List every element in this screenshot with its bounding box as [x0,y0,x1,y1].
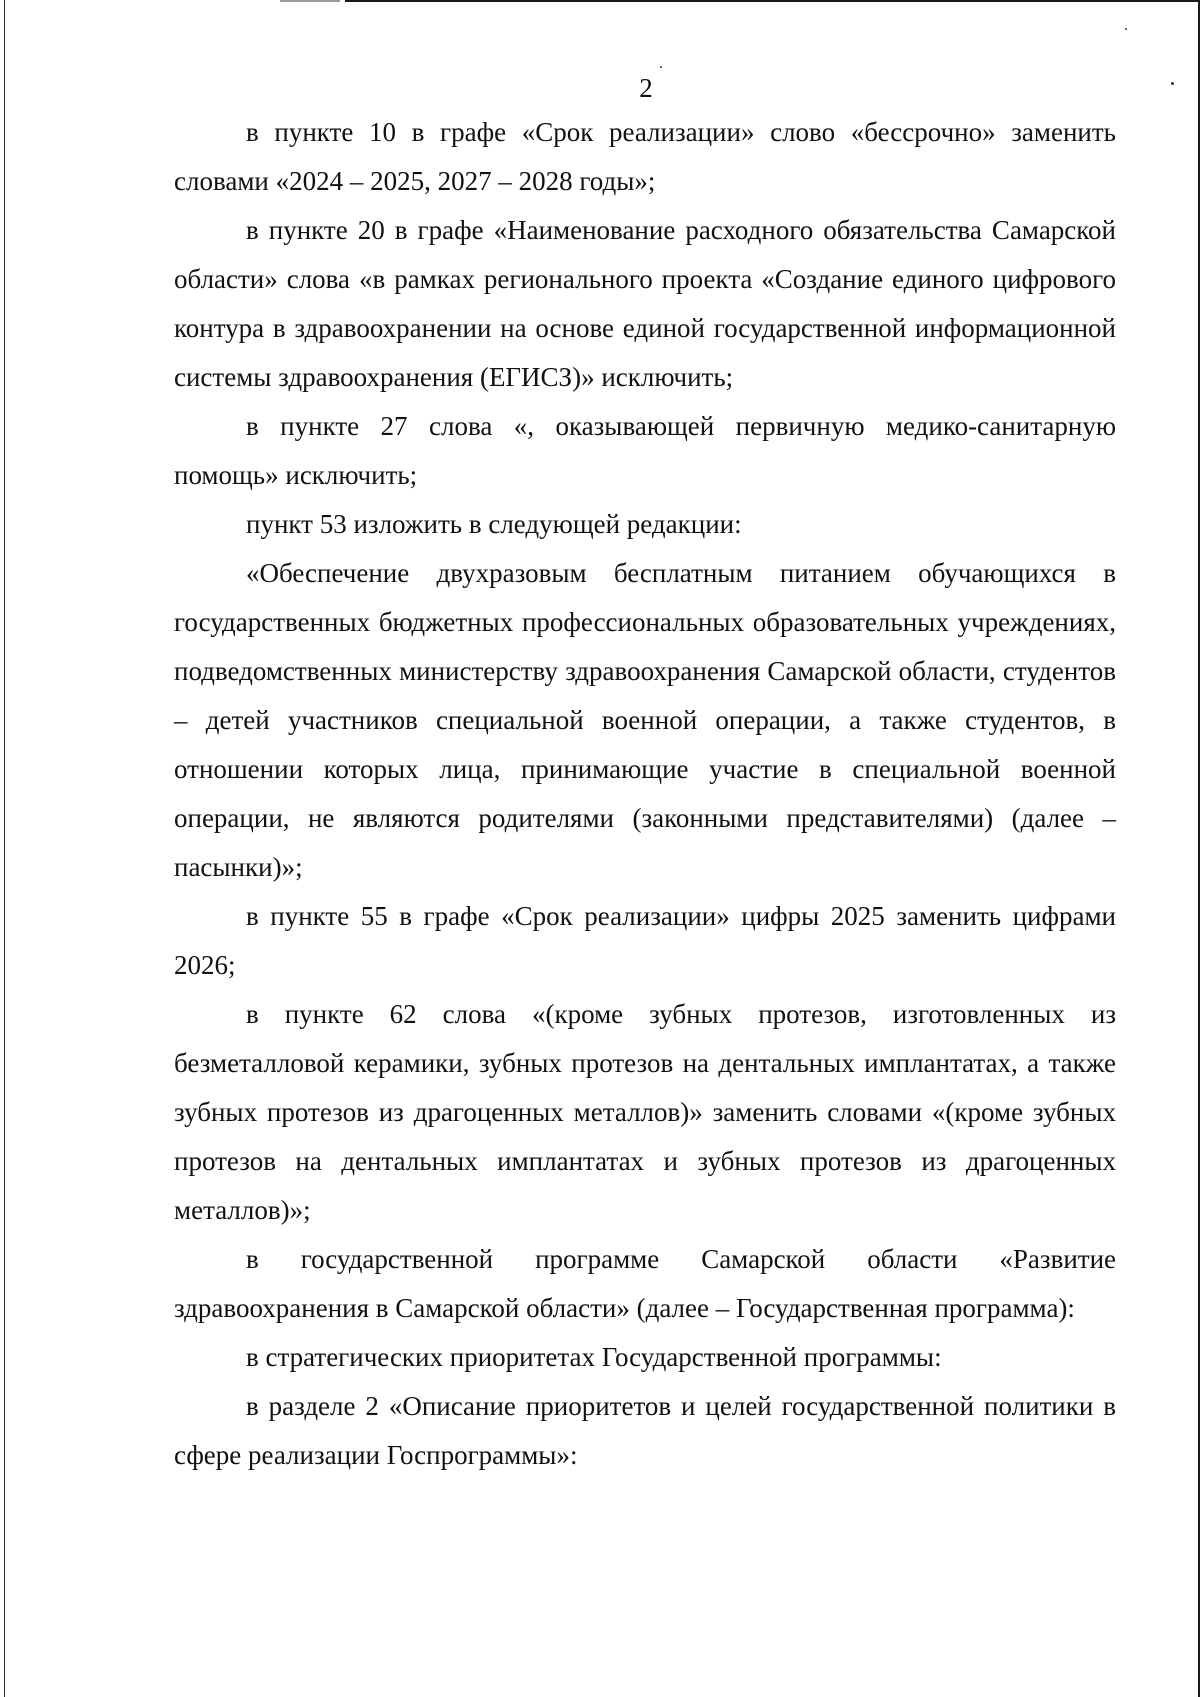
scan-border-top [345,0,1200,2]
page-number: 2 [639,73,653,103]
paragraph: в пункте 62 слова «(кроме зубных протезов, изготовленных из безметалловой керамики, зубных протезов на дентальных имплантатах, а также зубных протезов из драгоценных металлов)» заменить словами «(кроме зубных протезов на дентальных имплантатах и зубных протезов из драгоценных металлов)»; [174,999,1116,1225]
paragraph: в пункте 55 в графе «Срок реализации» цифры 2025 заменить цифрами 2026; [174,901,1116,980]
paragraph: пункт 53 изложить в следующей редакции: [246,509,742,539]
scan-speck [660,66,662,68]
scan-speck [1125,28,1127,30]
scan-border-left [4,0,5,1697]
document-body [174,108,1116,1480]
paragraph: в пункте 10 в графе «Срок реализации» слово «бессрочно» заменить словами «2024 – 2025, 2027 – 2028 годы»; [174,117,1116,196]
paragraph: в пункте 27 слова «, оказывающей первичную медико-санитарную помощь» исключить; [174,411,1116,490]
paragraph: «Обеспечение двухразовым бесплатным питанием обучающихся в государственных бюджетных профессиональных образовательных учреждениях, подведомственных министерству здравоохранения Самарской области, студентов – детей участников специальной военной операции, а также студентов, в отношении которых лица, принимающие участие в специальной военной операции, не являются родителями (законными представителями) (далее – пасынки)»; [174,558,1116,882]
paragraph: в разделе 2 «Описание приоритетов и целей государственной политики в сфере реализации Госпрограммы»: [174,1391,1116,1470]
scan-border-top-faint [280,0,340,2]
paragraph: в стратегических приоритетах Государственной программы: [246,1342,942,1372]
paragraph: в пункте 20 в графе «Наименование расходного обязательства Самарской области» слова «в рамках регионального проекта «Создание единого цифрового контура в здравоохранении на основе единой государственной информационной системы здравоохранения (ЕГИСЗ)» исключить; [174,215,1116,392]
paragraph: в государственной программе Самарской области «Развитие здравоохранения в Самарской области» (далее – Государственная программа): [174,1244,1116,1323]
